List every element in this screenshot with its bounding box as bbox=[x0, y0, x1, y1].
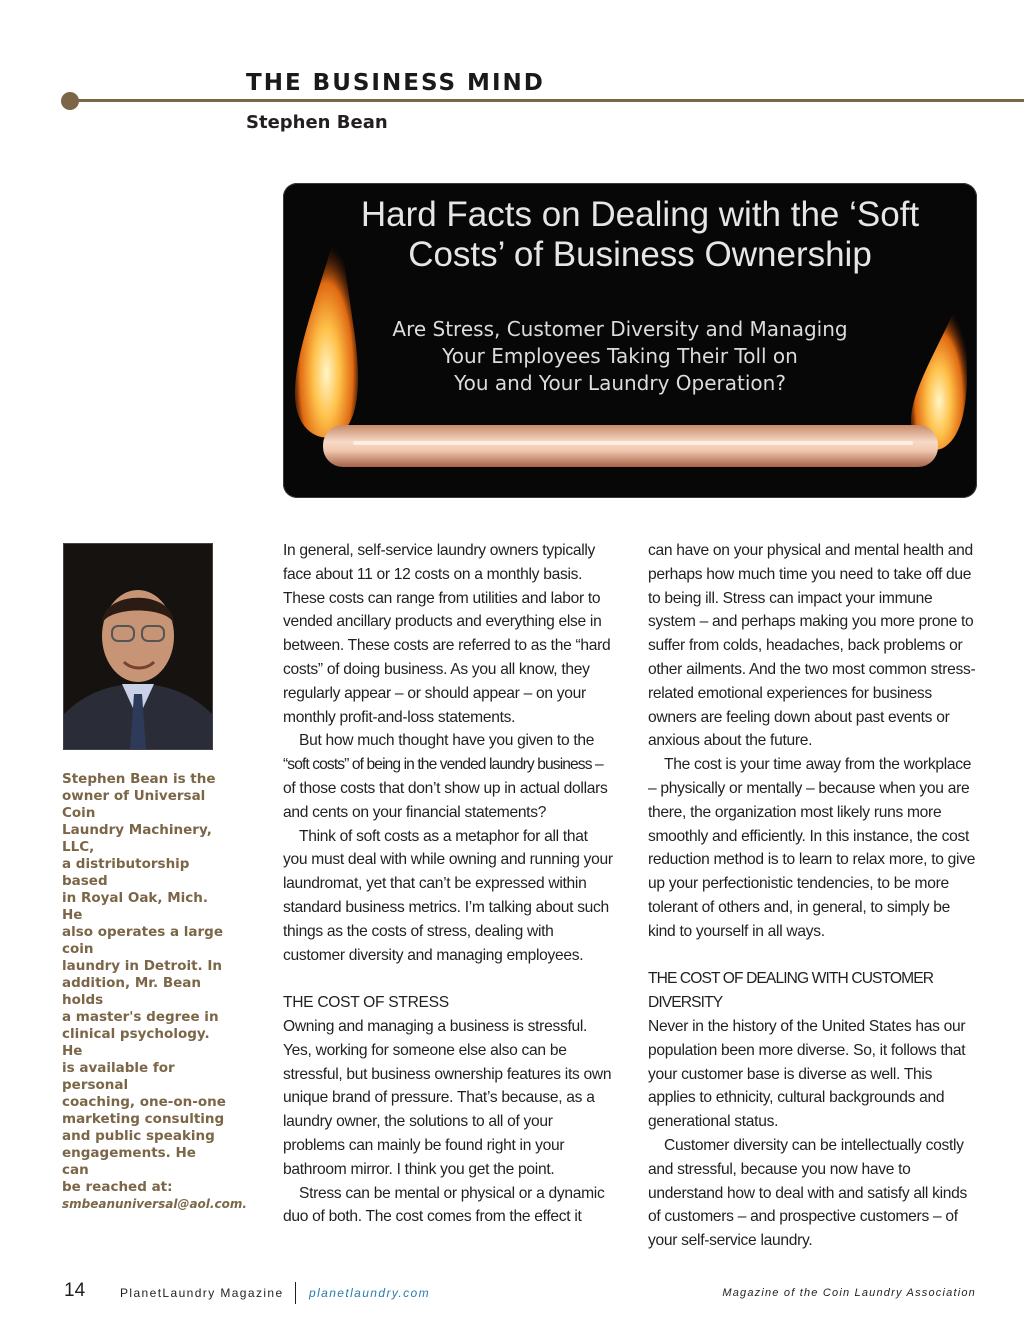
footer-divider bbox=[295, 1282, 296, 1304]
author-bio-line: engagements. He can bbox=[62, 1145, 196, 1178]
author-bio-line: also operates a large coin bbox=[62, 924, 223, 957]
author-bio-line: be reached at: bbox=[62, 1179, 173, 1195]
header-rule bbox=[70, 99, 1024, 102]
paragraph: In general, self-service laundry owners typically face about 11 or 12 costs on a monthly basis. These costs can range from utilities and labor to vended ancillary products and everything else in between. These costs are referred to as the “hard costs” of doing business. As you all know, they regularly appear – or should appear – on your monthly profit-and-loss statements. bbox=[283, 542, 611, 726]
author-bio-line: Laundry Machinery, LLC, bbox=[62, 822, 212, 855]
article-column-1 bbox=[283, 539, 613, 1229]
title-line-1: Hard Facts on Dealing with the ‘Soft bbox=[360, 195, 920, 234]
magazine-url-link[interactable]: planetlaundry.com bbox=[309, 1286, 430, 1300]
paragraph: can have on your physical and mental health and perhaps how much time you need to take off due to being ill. Stress can impact your immune system – and perhaps making you more prone to suffer from colds, headaches, back problems or other ailments. And the two most common stress-related emotional experiences for business owners are feeling down about past events or anxious about the future. bbox=[648, 542, 976, 750]
section-title: THE BUSINESS MIND bbox=[246, 70, 545, 96]
author-bio-line: laundry in Detroit. In bbox=[62, 958, 223, 974]
author-bio-line: addition, Mr. Bean holds bbox=[62, 975, 202, 1008]
author-bio-line: a distributorship based bbox=[62, 856, 190, 889]
paragraph: Never in the history of the United States has our population been more diverse. So, it follows that your customer base is diverse as well. This applies to ethnicity, cultural backgrounds and generational status. bbox=[648, 1017, 966, 1131]
author-bio-line: clinical psychology. He bbox=[62, 1026, 210, 1059]
article-column-2 bbox=[648, 539, 978, 1253]
candle-body bbox=[323, 425, 938, 467]
paragraph: But how much thought have you given to the “soft costs” of being in the vended laundry business – of those costs that don’t show up in actual dollars and cents on your financial statements? bbox=[283, 732, 608, 821]
author-email[interactable]: smbeanuniversal@aol.com. bbox=[62, 1197, 247, 1211]
magazine-name: PlanetLaundry Magazine bbox=[120, 1286, 284, 1300]
subtitle-line-3: You and Your Laundry Operation? bbox=[454, 371, 786, 395]
author-photo bbox=[63, 543, 213, 750]
author-bio-line: owner of Universal Coin bbox=[62, 788, 206, 821]
author-bio-line: coaching, one-on-one bbox=[62, 1094, 226, 1110]
author-bio-line: Stephen Bean is the bbox=[62, 771, 216, 787]
association-tagline: Magazine of the Coin Laundry Association bbox=[722, 1287, 976, 1299]
paragraph: Think of soft costs as a metaphor for all that you must deal with while owning and running your laundromat, yet that can’t be expressed within standard business metrics. I’m talking about such things as the costs of stress, dealing with customer diversity and managing employees. bbox=[283, 827, 613, 964]
author-byline: Stephen Bean bbox=[246, 112, 388, 133]
article-title bbox=[283, 195, 977, 275]
paragraph: Customer diversity can be intellectually costly and stressful, because you now have to understand how to deal with and satisfy all kinds of customers – and prospective customers – of your self-service laundry. bbox=[648, 1136, 968, 1250]
page-number: 14 bbox=[64, 1280, 86, 1301]
author-bio-line: and public speaking bbox=[62, 1128, 215, 1144]
subheading: THE COST OF STRESS bbox=[283, 994, 449, 1012]
paragraph: Owning and managing a business is stressful. Yes, working for someone else also can be stressful, but business ownership features its own unique brand of pressure. That’s because, as a laundry owner, the solutions to all of your problems can mainly be found right in your bathroom mirror. I think you get the point. bbox=[283, 1017, 612, 1178]
author-bio-line: is available for personal bbox=[62, 1060, 175, 1093]
author-bio-line: a master's degree in bbox=[62, 1009, 219, 1025]
hero-banner bbox=[283, 183, 977, 498]
paragraph: The cost is your time away from the workplace – physically or mentally – because when you are there, the organization most likely runs more smoothly and efficiently. In this instance, the cost reduction method is to learn to relax more, to give up your perfectionistic tendencies, to be more tolerant of others and, in general, to simply be kind to yourself in all ways. bbox=[648, 756, 976, 940]
subtitle-line-2: Your Employees Taking Their Toll on bbox=[442, 344, 798, 368]
article-subtitle bbox=[283, 316, 977, 397]
subtitle-line-1: Are Stress, Customer Diversity and Managing bbox=[392, 317, 848, 341]
author-bio-line: in Royal Oak, Mich. He bbox=[62, 890, 209, 923]
author-bio-text bbox=[62, 771, 227, 1196]
title-line-2: Costs’ of Business Ownership bbox=[408, 235, 872, 274]
subheading: THE COST OF DEALING WITH CUSTOMER DIVERSITY bbox=[648, 970, 934, 1012]
author-bio-line: marketing consulting bbox=[62, 1111, 225, 1127]
author-bio bbox=[62, 771, 247, 1213]
paragraph: Stress can be mental or physical or a dynamic duo of both. The cost comes from the effect it bbox=[283, 1184, 605, 1226]
